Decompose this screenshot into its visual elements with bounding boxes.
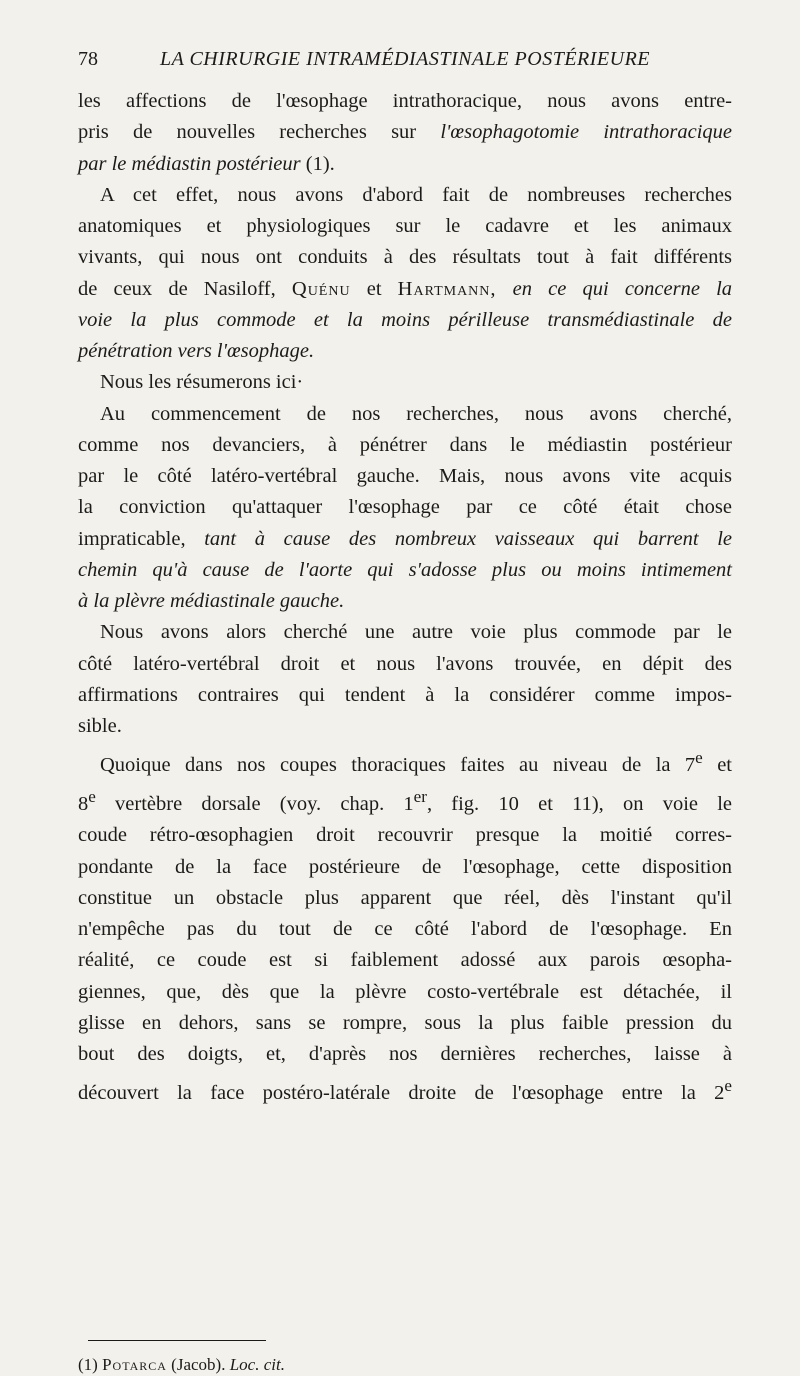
body-text [78, 86, 732, 1109]
text-line: Au commencement de nos recherches, nous avons cherché, [100, 402, 732, 425]
page-header [78, 44, 732, 74]
text-line: Nous les résumerons ici· [100, 371, 304, 394]
text-line: réalité, ce coude est si faiblement adossé aux parois œsopha- [78, 949, 732, 972]
text-line: pénétration vers l'œsophage. [78, 340, 315, 362]
text-line: les affections de l'œsophage intrathoracique, nous avons entre- [78, 90, 732, 112]
text-line: glisse en dehors, sans se rompre, sous la plus faible pression du [78, 1011, 732, 1034]
text-line: giennes, que, dès que la plèvre costo-vertébrale est détachée, il [78, 980, 732, 1003]
text-line: par le côté latéro-vertébral gauche. Mais, nous avons vite acquis [78, 465, 732, 487]
footnote-separator [88, 1340, 266, 1341]
footnote-mark: (1) [78, 1355, 98, 1374]
text-line: pris de nouvelles recherches sur l'œsophagotomie intrathoracique [78, 121, 732, 144]
text-line: chemin qu'à cause de l'aorte qui s'adosse plus ou moins intimement [78, 558, 732, 581]
text-line: la conviction qu'attaquer l'œsophage par ce côté était chose [78, 496, 732, 519]
footnote-text: (Jacob). [166, 1355, 226, 1374]
text-line: n'empêche pas du tout de ce côté l'abord de l'œsophage. En [78, 918, 732, 941]
text-line: anatomiques et physiologiques sur le cadavre et les animaux [78, 215, 732, 237]
running-title: LA CHIRURGIE INTRAMÉDIASTINALE POSTÉRIEURE [159, 48, 651, 70]
text-line: 8e vertèbre dorsale (voy. chap. 1er, fig. 10 et 11), on voie le [78, 787, 732, 816]
text-line: constitue un obstacle plus apparent que réel, dès l'instant qu'il [78, 886, 732, 909]
text-line: pondante de la face postérieure de l'œsophage, cette disposition [78, 855, 732, 878]
text-line: impraticable, tant à cause des nombreux vaisseaux qui barrent le [78, 527, 732, 550]
text-line: voie la plus commode et la moins périlleuse transmédiastinale de [78, 308, 732, 331]
text-line: de ceux de Nasiloff, Quénu et Hartmann, en ce qui concerne la [78, 277, 733, 300]
text-line: Quoique dans nos coupes thoraciques faites au niveau de la 7e et [100, 748, 732, 777]
footnote [78, 1354, 285, 1376]
text-line: sible. [78, 715, 122, 737]
text-line: affirmations contraires qui tendent à la considérer comme impos- [78, 683, 732, 706]
text-line: par le médiastin postérieur (1). [78, 152, 335, 175]
text-line: vivants, qui nous ont conduits à des résultats tout à fait différents [78, 246, 732, 269]
text-line: à la plèvre médiastinale gauche. [78, 590, 345, 612]
text-line: découvert la face postéro-latérale droite de l'œsophage entre la 2e [78, 1076, 732, 1105]
text-line: Nous avons alors cherché une autre voie plus commode par le [100, 621, 732, 644]
text-line: coude rétro-œsophagien droit recouvrir presque la moitié corres- [78, 824, 732, 847]
text-line: A cet effet, nous avons d'abord fait de nombreuses recherches [100, 183, 732, 206]
text-line: côté latéro-vertébral droit et nous l'avons trouvée, en dépit des [78, 652, 732, 675]
text-line: comme nos devanciers, à pénétrer dans le médiastin postérieur [78, 433, 732, 456]
text-line: bout des doigts, et, d'après nos dernières recherches, laisse à [78, 1043, 732, 1066]
page-number: 78 [78, 48, 98, 70]
footnote-author: Potarca [102, 1355, 167, 1374]
footnote-reference: Loc. cit. [229, 1355, 285, 1374]
